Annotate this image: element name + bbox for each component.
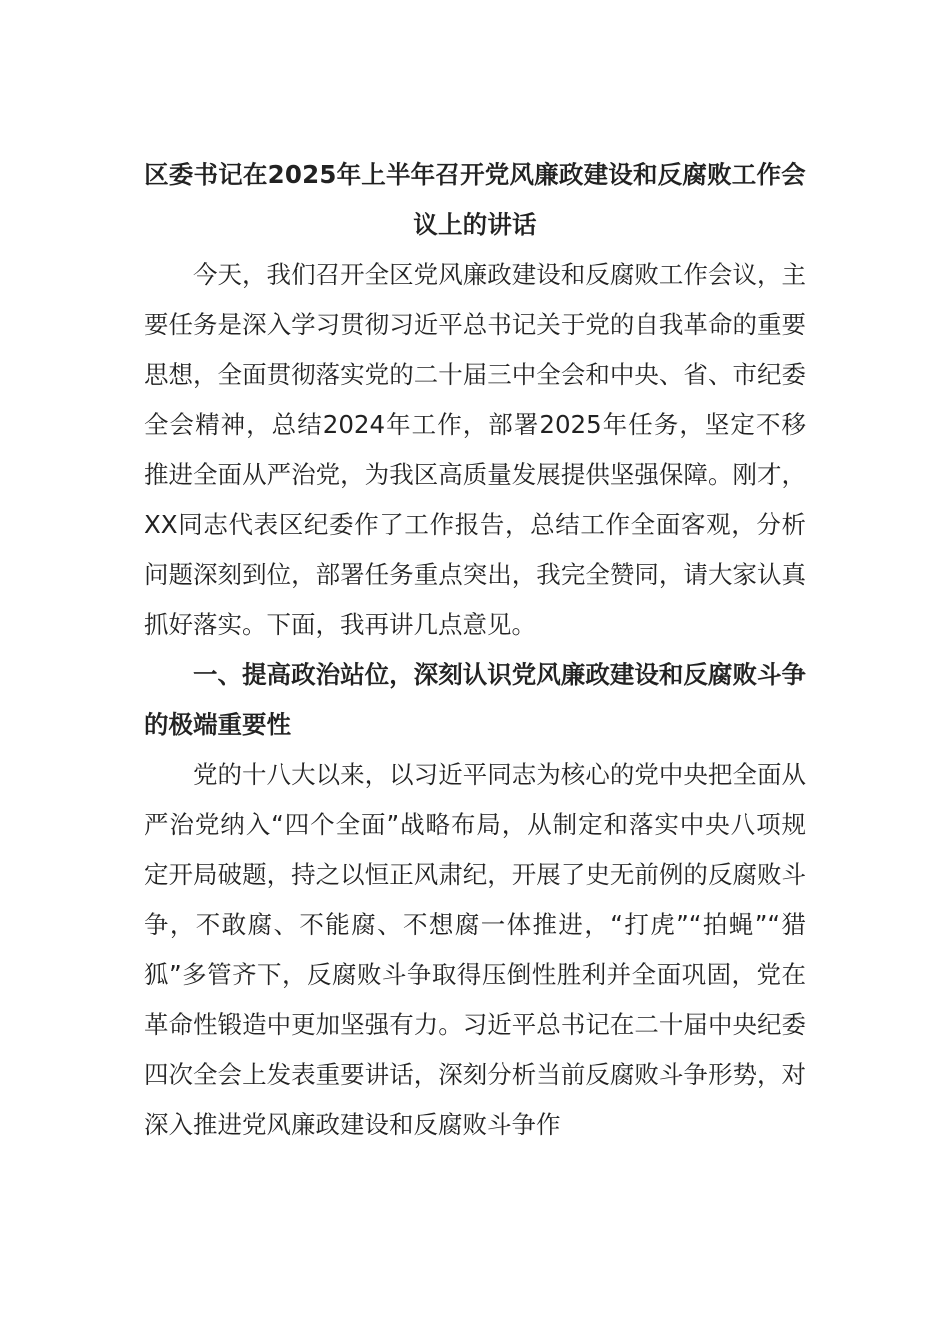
intro-paragraph: 今天，我们召开全区党风廉政建设和反腐败工作会议，主要任务是深入学习贯彻习近平总书记关于党的自我革命的重要思想，全面贯彻落实党的二十届三中全会和中央、省、市纪委全会精神，总结2024年工作，部署2025年任务，坚定不移推进全面从严治党，为我区高质量发展提供坚强保障。刚才，XX同志代表区纪委作了工作报告，总结工作全面客观，分析问题深刻到位，部署任务重点突出，我完全赞同，请大家认真抓好落实。下面，我再讲几点意见。 [144, 260, 806, 639]
section-heading: 一、提高政治站位，深刻认识党风廉政建设和反腐败斗争的极端重要性 [144, 660, 806, 739]
document-page [144, 150, 806, 1150]
section-paragraph: 党的十八大以来，以习近平同志为核心的党中央把全面从严治党纳入“四个全面”战略布局，从制定和落实中央八项规定开局破题，持之以恒正风肃纪，开展了史无前例的反腐败斗争，不敢腐、不能腐、不想腐一体推进，“打虎”“拍蝇”“猎狐”多管齐下，反腐败斗争取得压倒性胜利并全面巩固，党在革命性锻造中更加坚强有力。习近平总书记在二十届中央纪委四次全会上发表重要讲话，深刻分析当前反腐败斗争形势，对深入推进党风廉政建设和反腐败斗争作 [144, 760, 806, 1139]
document-title: 区委书记在2025年上半年召开党风廉政建设和反腐败工作会议上的讲话 [144, 160, 806, 239]
